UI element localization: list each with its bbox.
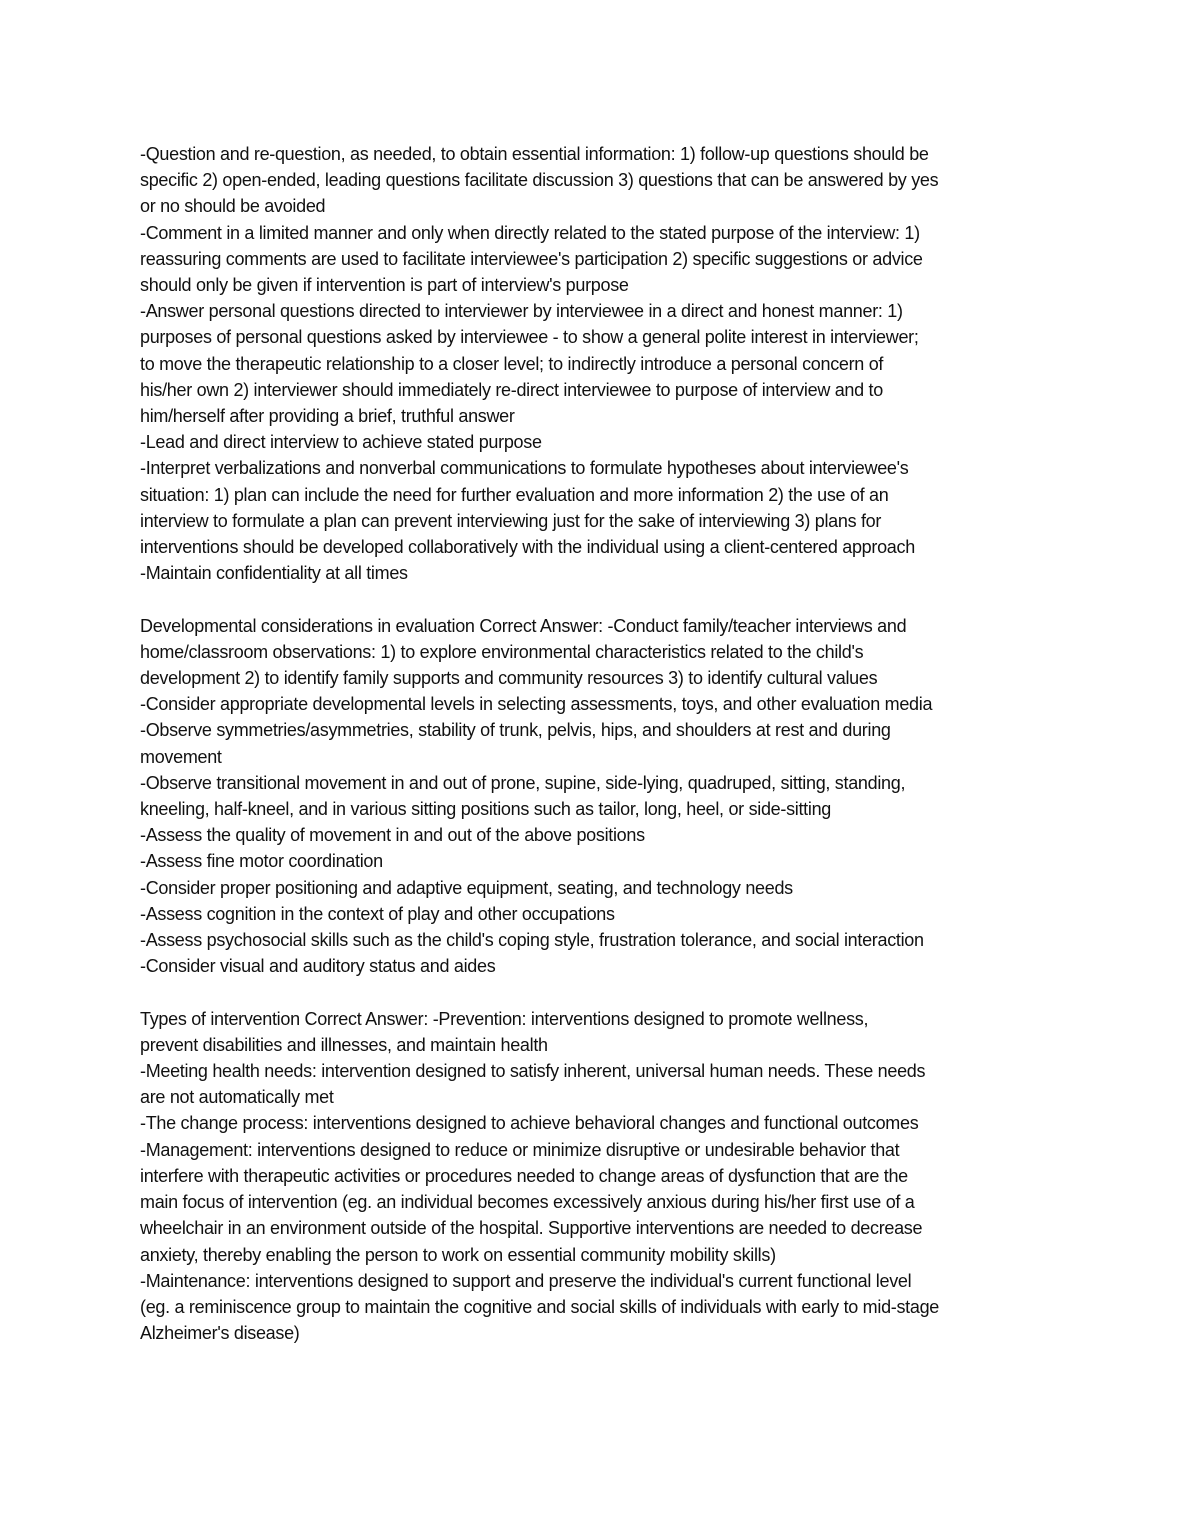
text-line: kneeling, half-kneel, and in various sitting positions such as tailor, long, heel, or side-sitting <box>140 799 832 820</box>
text-line: are not automatically met <box>140 1087 334 1108</box>
text-line: to move the therapeutic relationship to a closer level; to indirectly introduce a personal concern of <box>140 353 884 374</box>
text-line: -Management: interventions designed to reduce or minimize disruptive or undesirable behavior that <box>140 1139 900 1160</box>
text-line: specific 2) open-ended, leading questions facilitate discussion 3) questions that can be answered by yes <box>140 170 939 191</box>
text-line: -Assess psychosocial skills such as the child's coping style, frustration tolerance, and social interaction <box>140 930 924 951</box>
text-line: situation: 1) plan can include the need for further evaluation and more information 2) the use of an <box>140 484 889 505</box>
paragraph <box>140 613 1140 980</box>
text-line: Alzheimer's disease) <box>140 1323 300 1344</box>
text-line: movement <box>140 746 222 767</box>
paragraph <box>140 1006 1140 1347</box>
text-line: interview to formulate a plan can prevent interviewing just for the sake of interviewing 3) plans for <box>140 510 882 531</box>
text-line: -Meeting health needs: intervention designed to satisfy inherent, universal human needs. These needs <box>140 1061 926 1082</box>
text-line: interventions should be developed collaboratively with the individual using a client-centered approach <box>140 537 915 558</box>
text-line: purposes of personal questions asked by interviewee - to show a general polite interest in interviewer; <box>140 327 919 348</box>
text-line: -Answer personal questions directed to interviewer by interviewee in a direct and honest manner: 1) <box>140 301 903 322</box>
text-line: -Question and re-question, as needed, to obtain essential information: 1) follow-up questions should be <box>140 144 929 164</box>
text-line: -Consider proper positioning and adaptive equipment, seating, and technology needs <box>140 877 793 898</box>
text-line: -Maintain confidentiality at all times <box>140 563 408 584</box>
text-line: his/her own 2) interviewer should immediately re-direct interviewee to purpose of interview and to <box>140 379 883 400</box>
text-line: development 2) to identify family supports and community resources 3) to identify cultural values <box>140 668 878 689</box>
text-line: anxiety, thereby enabling the person to work on essential community mobility skills) <box>140 1244 776 1265</box>
text-line: wheelchair in an environment outside of the hospital. Supportive interventions are needed to decrease <box>140 1218 923 1239</box>
text-line: interfere with therapeutic activities or procedures needed to change areas of dysfunction that are the <box>140 1165 908 1186</box>
text-line: -Assess cognition in the context of play and other occupations <box>140 903 615 924</box>
text-line: -Consider appropriate developmental levels in selecting assessments, toys, and other evaluation media <box>140 694 933 715</box>
text-line: -Lead and direct interview to achieve stated purpose <box>140 432 542 453</box>
text-line: or no should be avoided <box>140 196 326 217</box>
text-line: -Maintenance: interventions designed to support and preserve the individual's current functional level <box>140 1270 912 1291</box>
text-line: -Observe symmetries/asymmetries, stability of trunk, pelvis, hips, and shoulders at rest and during <box>140 720 891 741</box>
paragraph <box>140 141 1140 586</box>
text-line: -Assess the quality of movement in and out of the above positions <box>140 825 645 846</box>
text-line: Types of intervention Correct Answer: -Prevention: interventions designed to promote wellness, <box>140 1008 869 1029</box>
text-line: -Assess fine motor coordination <box>140 851 383 872</box>
text-line: -Observe transitional movement in and out of prone, supine, side-lying, quadruped, sitting, standing, <box>140 772 906 793</box>
text-line: -Consider visual and auditory status and aides <box>140 956 496 977</box>
text-line: -The change process: interventions designed to achieve behavioral changes and functional outcomes <box>140 1113 919 1134</box>
text-line: main focus of intervention (eg. an individual becomes excessively anxious during his/her first use of a <box>140 1192 915 1213</box>
text-line: Developmental considerations in evaluation Correct Answer: -Conduct family/teacher interviews and <box>140 615 907 636</box>
text-line: reassuring comments are used to facilitate interviewee's participation 2) specific suggestions or advice <box>140 248 923 269</box>
text-line: him/herself after providing a brief, truthful answer <box>140 406 515 427</box>
text-line: home/classroom observations: 1) to explore environmental characteristics related to the child's <box>140 641 864 662</box>
text-line: (eg. a reminiscence group to maintain the cognitive and social skills of individuals with early to mid-stage <box>140 1296 940 1317</box>
text-line: prevent disabilities and illnesses, and maintain health <box>140 1034 548 1055</box>
text-line: -Comment in a limited manner and only when directly related to the stated purpose of the interview: 1) <box>140 222 920 243</box>
document-body <box>140 141 1140 1373</box>
text-line: should only be given if intervention is part of interview's purpose <box>140 275 629 296</box>
text-line: -Interpret verbalizations and nonverbal communications to formulate hypotheses about interviewee's <box>140 458 909 479</box>
